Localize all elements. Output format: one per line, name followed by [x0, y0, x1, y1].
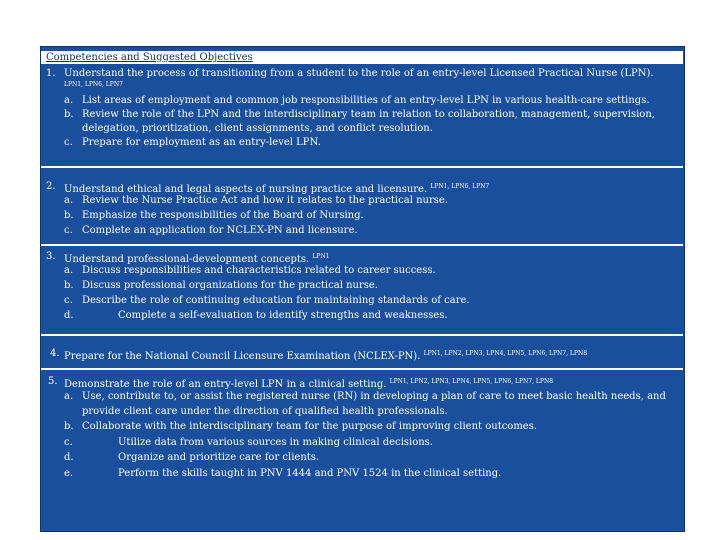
item-3a-letter: a. — [64, 265, 74, 276]
item-5a-text-cont: provide client care under the direction of qualified health professionals. — [82, 406, 448, 417]
section-1-codes: LPN1, LPN6, LPN7 — [64, 81, 123, 88]
section-divider — [41, 334, 683, 336]
item-5e-letter: e. — [64, 468, 74, 479]
item-1b-letter: b. — [64, 109, 74, 120]
item-3d-text: Complete a self-evaluation to identify strengths and weaknesses. — [118, 310, 448, 321]
item-5d-text: Organize and prioritize care for clients. — [118, 452, 320, 463]
item-2c-text: Complete an application for NCLEX-PN and licensure. — [82, 225, 358, 236]
section-divider — [41, 244, 683, 246]
item-5d-letter: d. — [64, 452, 74, 463]
item-3b-text: Discuss professional organizations for the practical nurse. — [82, 280, 378, 291]
item-2a-text: Review the Nurse Practice Act and how it relates to the practical nurse. — [82, 195, 448, 206]
item-5a-letter: a. — [64, 391, 74, 402]
item-1c-text: Prepare for employment as an entry-level LPN. — [82, 137, 321, 148]
item-5a-text: Use, contribute to, or assist the registered nurse (RN) in developing a plan of care to meet basic health needs, and — [82, 391, 666, 402]
section-3-codes: LPN1 — [312, 253, 330, 260]
section-3-number: 3. — [46, 251, 56, 262]
section-5-number: 5. — [48, 376, 58, 387]
section-4-title: Prepare for the National Council Licensure Examination (NCLEX-PN). $^{LPN1, LPN2, LPN3, LPN4, LPN5, LPN6, LPN7, LPN8}$ — [64, 350, 588, 362]
item-1b-text: Review the role of the LPN and the interdisciplinary team in relation to collaboration, management, supervision, — [82, 109, 655, 120]
item-5c-text: Utilize data from various sources in making clinical decisions. — [118, 437, 433, 448]
item-1c-letter: c. — [64, 137, 73, 148]
item-3d-letter: d. — [64, 310, 74, 321]
section-2-title: Understand ethical and legal aspects of nursing practice and licensure. $^{LPN1, LPN6, LPN7}$ — [64, 183, 490, 195]
section-divider — [41, 166, 683, 168]
item-1a-text: List areas of employment and common job responsibilities of an entry-level LPN in various health-care settings. — [82, 95, 650, 106]
item-2c-letter: c. — [64, 225, 73, 236]
item-1b-text-cont: delegation, prioritization, client assignments, and conflict resolution. — [82, 123, 433, 134]
section-2-number: 2. — [46, 181, 56, 192]
item-2a-letter: a. — [64, 195, 74, 206]
section-5-codes: LPN1, LPN2, LPN3, LPN4, LPN5, LPN6, LPN7, LPN8 — [389, 378, 554, 385]
item-5b-text: Collaborate with the interdisciplinary team for the purpose of improving client outcomes. — [82, 421, 538, 432]
section-1-number: 1. — [46, 68, 56, 79]
item-3a-text: Discuss responsibilities and characteristics related to career success. — [82, 265, 436, 276]
item-3c-letter: c. — [64, 295, 73, 306]
item-5c-letter: c. — [64, 437, 73, 448]
section-2-codes: LPN1, LPN6, LPN7 — [430, 183, 490, 190]
page-header: Competencies and Suggested Objectives — [41, 51, 683, 64]
item-2b-text: Emphasize the responsibilities of the Board of Nursing. — [82, 210, 364, 221]
section-3-title: Understand professional-development concepts. $^{LPN1}$ — [64, 253, 330, 265]
item-5b-letter: b. — [64, 421, 74, 432]
section-divider — [41, 368, 683, 370]
item-5e-text: Perform the skills taught in PNV 1444 and PNV 1524 in the clinical setting. — [118, 468, 502, 479]
section-1-title: Understand the process of transitioning from a student to the role of an entry-level Licensed Practical Nurse (LPN). — [64, 68, 654, 79]
item-2b-letter: b. — [64, 210, 74, 221]
item-3c-text: Describe the role of continuing education for maintaining standards of care. — [82, 295, 470, 306]
section-5-title: Demonstrate the role of an entry-level LPN in a clinical setting. $^{LPN1, LPN2, LPN3, LPN4, LPN5, LPN6, LPN7, LPN8}$ — [64, 378, 554, 390]
item-3b-letter: b. — [64, 280, 74, 291]
item-1a-letter: a. — [64, 95, 74, 106]
section-4-codes: LPN1, LPN2, LPN3, LPN4, LPN5, LPN6, LPN7, LPN8 — [423, 350, 588, 357]
section-4-number: 4. — [50, 348, 60, 359]
